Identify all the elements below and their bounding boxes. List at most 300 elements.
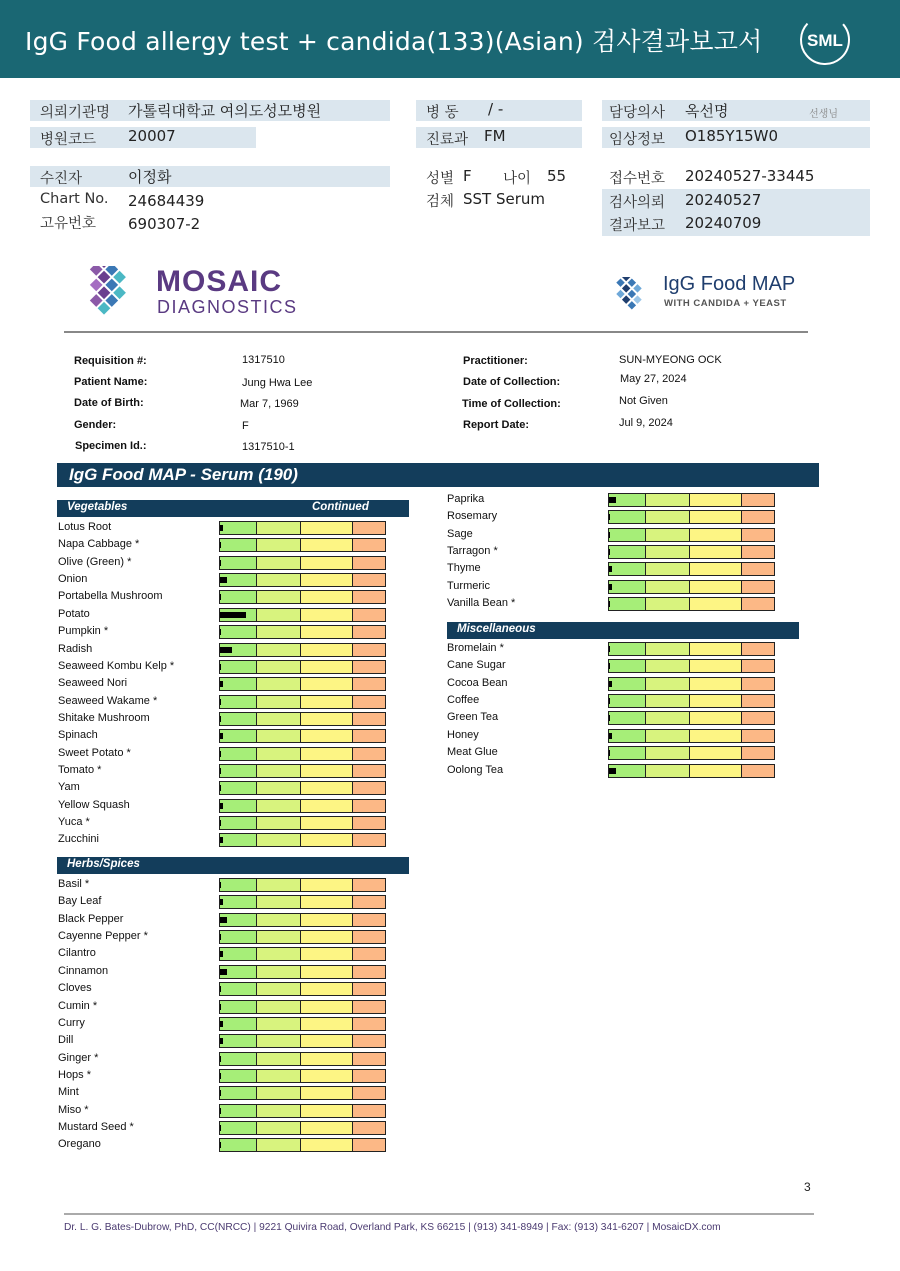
bar-zone [257, 914, 301, 926]
food-row [447, 561, 778, 578]
bar-zone [220, 765, 257, 777]
level-marker [220, 629, 221, 635]
practitioner-label: Practitioner: [463, 355, 528, 367]
food-name: Paprika [447, 493, 485, 505]
hospital-code-value: 20007 [128, 127, 176, 145]
bar-zone [301, 644, 353, 656]
bar-zone [301, 748, 353, 760]
food-row [58, 946, 389, 963]
report-date-value-en: Jul 9, 2024 [619, 417, 673, 429]
food-name: Oregano [58, 1138, 101, 1151]
bar-zone [301, 834, 353, 846]
food-name: Miso * [58, 1103, 89, 1116]
level-marker [220, 716, 221, 722]
level-marker [220, 1021, 223, 1027]
level-marker [609, 497, 616, 503]
food-name: Seaweed Wakame * [58, 694, 158, 707]
food-row [447, 492, 778, 509]
bar-zone [742, 660, 774, 672]
category-header [447, 622, 799, 639]
food-name: Cilantro [58, 947, 96, 960]
bar-zone [301, 696, 353, 708]
food-name: Potato [58, 607, 90, 620]
bar-zone [353, 557, 385, 569]
footer-text: Dr. L. G. Bates-Dubrow, PhD, CC(NRCC) | 9221 Quivira Road, Overland Park, KS 66215 | (913) 341-8949 | Fax: (913) 341-6207 | MosaicDX.com [64, 1222, 721, 1233]
bar-zone [257, 879, 301, 891]
bar-zone [690, 529, 742, 541]
department-value: FM [484, 127, 506, 145]
sex-value: F [463, 167, 472, 185]
bar-zone [257, 539, 301, 551]
bar-zone [353, 914, 385, 926]
level-marker [609, 584, 612, 590]
bar-zone [220, 626, 257, 638]
bar-zone [220, 817, 257, 829]
bar-zone [220, 931, 257, 943]
food-row [447, 728, 778, 745]
bar-zone [353, 1139, 385, 1151]
bar-zone [690, 678, 742, 690]
food-row [58, 1137, 389, 1154]
bar-zone [301, 896, 353, 908]
bar-zone [646, 563, 690, 575]
bar-zone [301, 1018, 353, 1030]
bar-zone [301, 817, 353, 829]
level-marker [609, 663, 610, 669]
gender-value: F [242, 420, 249, 432]
food-level-bar [219, 1034, 386, 1048]
food-level-bar [608, 642, 775, 656]
food-row [58, 572, 389, 589]
food-name: Honey [447, 728, 479, 741]
patient-bar [30, 166, 390, 187]
bar-zone [690, 765, 742, 777]
bar-zone [257, 931, 301, 943]
food-row [58, 815, 389, 832]
clinical-info-value: O185Y15W0 [685, 127, 779, 145]
igg-food-map-title: IgG Food MAP [663, 273, 796, 295]
level-marker [609, 681, 612, 687]
food-level-bar [608, 694, 775, 708]
sml-logo-text: SML [807, 31, 843, 50]
food-row [447, 596, 778, 613]
level-marker [220, 951, 223, 957]
bar-zone [690, 730, 742, 742]
level-marker [220, 785, 221, 791]
level-marker [220, 882, 221, 888]
food-level-bar [608, 510, 775, 524]
food-name: Bromelain * [447, 642, 504, 654]
food-row [58, 832, 389, 849]
food-level-bar [219, 660, 386, 674]
food-level-bar [608, 493, 775, 507]
igg-food-map-subtitle: WITH CANDIDA + YEAST [664, 298, 787, 309]
level-marker [609, 646, 610, 652]
bar-zone [353, 1070, 385, 1082]
patient-label: 수진자 [40, 171, 83, 187]
bar-zone [742, 598, 774, 610]
bar-zone [353, 574, 385, 586]
food-name: Lotus Root [58, 521, 112, 533]
food-row [58, 607, 389, 624]
bar-zone [353, 661, 385, 673]
food-row [447, 676, 778, 693]
bar-zone [257, 817, 301, 829]
bar-zone [690, 712, 742, 724]
food-row [58, 642, 389, 659]
collection-date-value: May 27, 2024 [620, 373, 687, 385]
bar-zone [609, 511, 646, 523]
page-number: 3 [804, 1180, 811, 1194]
level-marker [220, 1004, 221, 1010]
doctor-value: 옥선명 [685, 102, 729, 120]
food-row [447, 527, 778, 544]
bar-zone [301, 1122, 353, 1134]
level-marker [220, 969, 227, 975]
bar-zone [220, 1139, 257, 1151]
bar-zone [353, 1018, 385, 1030]
bar-zone [690, 581, 742, 593]
bar-zone [301, 1105, 353, 1117]
bar-zone [257, 1105, 301, 1117]
bar-zone [609, 712, 646, 724]
bar-zone [257, 626, 301, 638]
food-row [58, 589, 389, 606]
institution-value: 가톨릭대학교 여의도성모병원 [128, 102, 322, 120]
level-marker [220, 542, 221, 548]
level-marker [220, 647, 232, 653]
collection-time-label: Time of Collection: [462, 398, 561, 410]
requisition-label: Requisition #: [74, 355, 147, 367]
food-name: Pumpkin * [58, 625, 109, 638]
food-row [58, 1120, 389, 1137]
level-marker [220, 681, 223, 687]
food-name: Dill [58, 1034, 74, 1047]
footer-divider [64, 1213, 814, 1215]
food-row [58, 894, 389, 911]
level-marker [609, 532, 610, 538]
food-row [58, 676, 389, 693]
level-marker [220, 899, 223, 905]
food-level-bar [608, 764, 775, 778]
bar-zone [301, 626, 353, 638]
bar-zone [220, 1035, 257, 1047]
bar-zone [646, 494, 690, 506]
bar-zone [257, 1053, 301, 1065]
bar-zone [609, 660, 646, 672]
bar-zone [609, 695, 646, 707]
food-name: Cloves [58, 982, 92, 995]
food-name: Sweet Potato * [58, 746, 131, 759]
bar-zone [646, 598, 690, 610]
food-level-bar [219, 895, 386, 909]
food-level-bar [608, 562, 775, 576]
bar-zone [609, 581, 646, 593]
bar-zone [690, 660, 742, 672]
bar-zone [353, 834, 385, 846]
bar-zone [353, 1087, 385, 1099]
bar-zone [220, 748, 257, 760]
bar-zone [257, 1018, 301, 1030]
bar-zone [301, 661, 353, 673]
food-level-bar [219, 573, 386, 587]
bar-zone [301, 966, 353, 978]
food-level-bar [219, 1138, 386, 1152]
bar-zone [301, 983, 353, 995]
bar-zone [609, 730, 646, 742]
food-name: Thyme [447, 562, 481, 575]
food-row [447, 745, 778, 762]
bar-zone [257, 1035, 301, 1047]
food-row [58, 964, 389, 981]
bar-zone [220, 1070, 257, 1082]
food-row [447, 693, 778, 710]
food-level-bar [219, 764, 386, 778]
food-level-bar [219, 982, 386, 996]
level-marker [220, 1142, 221, 1148]
patient-name-value: Jung Hwa Lee [242, 377, 313, 389]
bar-zone [646, 643, 690, 655]
food-row [58, 780, 389, 797]
food-name: Shitake Mushroom [58, 711, 150, 724]
chart-no-label: Chart No. [40, 191, 109, 207]
category-continued-label: Continued [312, 501, 369, 513]
food-level-bar [219, 799, 386, 813]
dob-label: Date of Birth: [74, 397, 144, 409]
bar-zone [301, 1070, 353, 1082]
food-name: Turmeric [447, 579, 490, 592]
bar-zone [353, 983, 385, 995]
bar-zone [353, 713, 385, 725]
mosaic-logo-icon [64, 266, 144, 318]
food-row [447, 509, 778, 526]
category-title: Herbs/Spices [67, 858, 140, 870]
bar-zone [257, 591, 301, 603]
doctor-label: 담당의사 [609, 105, 666, 121]
bar-zone [220, 1053, 257, 1065]
food-level-bar [608, 677, 775, 691]
bar-zone [257, 1087, 301, 1099]
level-marker [609, 549, 610, 555]
bar-zone [301, 948, 353, 960]
bar-zone [301, 609, 353, 621]
bar-zone [742, 494, 774, 506]
igg-food-map-icon [600, 277, 658, 311]
food-name: Coffee [447, 694, 480, 706]
food-level-bar [219, 878, 386, 892]
level-marker [609, 698, 610, 704]
bar-zone [220, 1001, 257, 1013]
bar-zone [353, 1053, 385, 1065]
bar-zone [646, 765, 690, 777]
bar-zone [353, 817, 385, 829]
bar-zone [301, 713, 353, 725]
food-level-bar [219, 913, 386, 927]
food-name: Onion [58, 573, 88, 585]
food-level-bar [219, 729, 386, 743]
level-marker [220, 1108, 221, 1114]
level-marker [220, 699, 221, 705]
food-level-bar [219, 590, 386, 604]
bar-zone [742, 581, 774, 593]
bar-zone [220, 678, 257, 690]
food-name: Tomato * [58, 763, 102, 776]
bar-zone [646, 660, 690, 672]
bar-zone [257, 983, 301, 995]
bar-zone [220, 983, 257, 995]
food-name: Seaweed Kombu Kelp * [58, 659, 175, 672]
food-row [58, 659, 389, 676]
food-level-bar [219, 930, 386, 944]
bar-zone [646, 529, 690, 541]
specimen-id-value: 1317510-1 [242, 441, 295, 453]
bar-zone [257, 713, 301, 725]
patient-name-label: Patient Name: [74, 376, 148, 388]
bar-zone [301, 1139, 353, 1151]
level-marker [609, 601, 610, 607]
bar-zone [257, 834, 301, 846]
report-date-label: 결과보고 [609, 218, 666, 234]
bar-zone [353, 609, 385, 621]
food-level-bar [219, 1000, 386, 1014]
bar-zone [257, 1122, 301, 1134]
bar-zone [220, 834, 257, 846]
bar-zone [257, 730, 301, 742]
bar-zone [353, 765, 385, 777]
food-row [447, 658, 778, 675]
food-row [58, 537, 389, 554]
food-row [58, 929, 389, 946]
food-name: Zucchini [58, 833, 99, 846]
level-marker [220, 1125, 221, 1131]
bar-zone [353, 539, 385, 551]
level-marker [609, 566, 612, 572]
bar-zone [353, 591, 385, 603]
bar-zone [257, 896, 301, 908]
food-level-bar [219, 947, 386, 961]
bar-zone [353, 730, 385, 742]
bar-zone [220, 782, 257, 794]
bar-zone [257, 644, 301, 656]
receipt-no-value: 20240527-33445 [685, 167, 815, 185]
age-value: 55 [547, 167, 567, 185]
bar-zone [257, 678, 301, 690]
bar-zone [257, 765, 301, 777]
bar-zone [257, 557, 301, 569]
food-row [58, 877, 389, 894]
food-level-bar [219, 712, 386, 726]
level-marker [220, 577, 227, 583]
food-level-bar [219, 643, 386, 657]
food-row [58, 912, 389, 929]
category-header [57, 857, 409, 874]
food-level-bar [608, 711, 775, 725]
level-marker [220, 525, 223, 531]
food-row [58, 1085, 389, 1102]
level-marker [609, 768, 616, 774]
level-marker [220, 1038, 223, 1044]
bar-zone [257, 966, 301, 978]
bar-zone [353, 966, 385, 978]
level-marker [220, 768, 221, 774]
food-name: Yellow Squash [58, 798, 130, 811]
level-marker [220, 733, 223, 739]
bar-zone [257, 748, 301, 760]
bar-zone [353, 931, 385, 943]
bar-zone [257, 609, 301, 621]
bar-zone [353, 644, 385, 656]
food-row [447, 763, 778, 780]
bar-zone [220, 800, 257, 812]
level-marker [220, 1056, 221, 1062]
level-marker [220, 594, 221, 600]
food-row [447, 579, 778, 596]
report-date-label-en: Report Date: [463, 419, 530, 431]
food-level-bar [219, 781, 386, 795]
bar-zone [353, 626, 385, 638]
bar-zone [742, 695, 774, 707]
food-level-bar [219, 965, 386, 979]
bar-zone [353, 678, 385, 690]
bar-zone [301, 557, 353, 569]
bar-zone [690, 494, 742, 506]
bar-zone [220, 1105, 257, 1117]
mosaic-name: MOSAIC [156, 265, 282, 298]
bar-zone [690, 563, 742, 575]
bar-zone [301, 914, 353, 926]
food-row [447, 544, 778, 561]
food-name: Yam [58, 781, 80, 794]
ward-value: / - [488, 100, 504, 118]
bar-zone [353, 696, 385, 708]
bar-zone [301, 730, 353, 742]
level-marker [220, 560, 221, 566]
food-row [58, 1051, 389, 1068]
bar-zone [220, 879, 257, 891]
bar-zone [353, 896, 385, 908]
food-row [58, 711, 389, 728]
level-marker [220, 664, 221, 670]
food-level-bar [219, 816, 386, 830]
bar-zone [609, 747, 646, 759]
request-date-label: 검사의뢰 [609, 195, 666, 211]
bar-zone [646, 511, 690, 523]
bar-zone [609, 598, 646, 610]
food-row [58, 746, 389, 763]
food-level-bar [219, 1086, 386, 1100]
food-level-bar [219, 1069, 386, 1083]
bar-zone [220, 557, 257, 569]
food-name: Ginger * [58, 1051, 99, 1064]
food-name: Vanilla Bean * [447, 597, 516, 610]
collection-date-label: Date of Collection: [463, 376, 561, 388]
bar-zone [257, 948, 301, 960]
patient-value: 이정화 [128, 168, 172, 186]
food-row [447, 710, 778, 727]
food-name: Sage [447, 527, 473, 540]
bar-zone [257, 696, 301, 708]
category-title: Vegetables [67, 501, 128, 513]
sml-logo [798, 13, 852, 67]
bar-zone [257, 661, 301, 673]
bar-zone [742, 529, 774, 541]
bar-zone [301, 539, 353, 551]
food-level-bar [219, 1104, 386, 1118]
food-level-bar [608, 545, 775, 559]
food-row [58, 1033, 389, 1050]
report-date-value: 20240709 [685, 214, 762, 232]
bar-zone [301, 678, 353, 690]
